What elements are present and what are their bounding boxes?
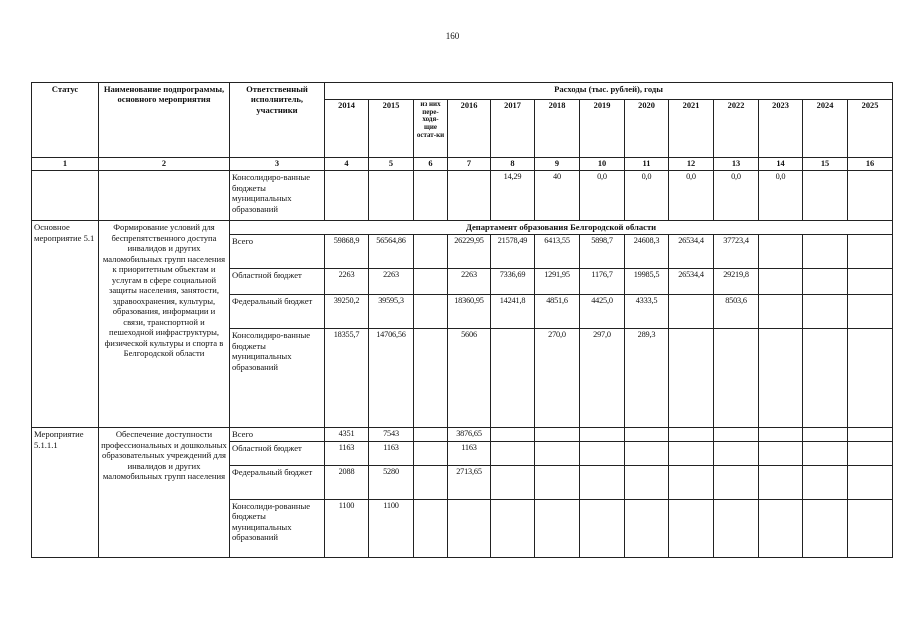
value-cell: 7543 bbox=[369, 428, 414, 441]
value-cell: 29219,8 bbox=[714, 269, 759, 295]
value-cell bbox=[848, 295, 893, 329]
value-cell bbox=[325, 171, 369, 221]
executor-cell: Областной бюджет bbox=[230, 269, 325, 295]
value-cell: 18360,95 bbox=[448, 295, 491, 329]
value-cell bbox=[803, 329, 848, 428]
column-number: 8 bbox=[491, 158, 535, 171]
value-cell bbox=[803, 428, 848, 441]
header-year: 2025 bbox=[848, 100, 893, 158]
column-number: 5 bbox=[369, 158, 414, 171]
column-number: 2 bbox=[99, 158, 230, 171]
value-cell bbox=[414, 235, 448, 269]
value-cell: 14,29 bbox=[491, 171, 535, 221]
value-cell bbox=[759, 428, 803, 441]
value-cell: 4351 bbox=[325, 428, 369, 441]
value-cell bbox=[535, 428, 580, 441]
expenses-table bbox=[31, 82, 893, 558]
value-cell: 18355,7 bbox=[325, 329, 369, 428]
column-number: 1 bbox=[32, 158, 99, 171]
column-number: 12 bbox=[669, 158, 714, 171]
value-cell bbox=[369, 171, 414, 221]
value-cell bbox=[448, 171, 491, 221]
table-row bbox=[32, 171, 893, 221]
header-year: 2021 bbox=[669, 100, 714, 158]
value-cell bbox=[669, 441, 714, 465]
value-cell: 14241,8 bbox=[491, 295, 535, 329]
value-cell bbox=[625, 441, 669, 465]
name-cell bbox=[99, 171, 230, 221]
value-cell bbox=[669, 295, 714, 329]
column-number: 7 bbox=[448, 158, 491, 171]
value-cell bbox=[448, 499, 491, 557]
header-year: 2017 bbox=[491, 100, 535, 158]
column-numbers-row bbox=[32, 158, 893, 171]
value-cell: 1176,7 bbox=[580, 269, 625, 295]
value-cell bbox=[759, 499, 803, 557]
value-cell: 5898,7 bbox=[580, 235, 625, 269]
value-cell: 1163 bbox=[325, 441, 369, 465]
executor-cell: Федеральный бюджет bbox=[230, 465, 325, 499]
column-number: 13 bbox=[714, 158, 759, 171]
value-cell bbox=[414, 465, 448, 499]
value-cell: 1100 bbox=[369, 499, 414, 557]
column-number: 6 bbox=[414, 158, 448, 171]
page-number: 160 bbox=[445, 31, 460, 41]
value-cell bbox=[848, 171, 893, 221]
value-cell: 39250,2 bbox=[325, 295, 369, 329]
value-cell bbox=[414, 171, 448, 221]
value-cell bbox=[491, 465, 535, 499]
value-cell: 1163 bbox=[448, 441, 491, 465]
value-cell bbox=[759, 235, 803, 269]
value-cell bbox=[414, 269, 448, 295]
executor-cell: Всего bbox=[230, 428, 325, 441]
executor-cell: Консолиди-рованные бюджеты муниципальных образований bbox=[230, 499, 325, 557]
value-cell: 26229,95 bbox=[448, 235, 491, 269]
value-cell: 0,0 bbox=[759, 171, 803, 221]
value-cell: 2713,65 bbox=[448, 465, 491, 499]
value-cell bbox=[625, 465, 669, 499]
value-cell: 5606 bbox=[448, 329, 491, 428]
value-cell bbox=[714, 499, 759, 557]
value-cell bbox=[848, 499, 893, 557]
column-number: 11 bbox=[625, 158, 669, 171]
value-cell: 0,0 bbox=[580, 171, 625, 221]
value-cell bbox=[580, 465, 625, 499]
value-cell bbox=[714, 465, 759, 499]
value-cell bbox=[848, 441, 893, 465]
value-cell bbox=[803, 465, 848, 499]
value-cell bbox=[625, 428, 669, 441]
value-cell: 37723,4 bbox=[714, 235, 759, 269]
header-year: 2024 bbox=[803, 100, 848, 158]
header-year: 2019 bbox=[580, 100, 625, 158]
value-cell: 5280 bbox=[369, 465, 414, 499]
value-cell: 1163 bbox=[369, 441, 414, 465]
value-cell: 2263 bbox=[448, 269, 491, 295]
value-cell bbox=[848, 465, 893, 499]
value-cell: 3876,65 bbox=[448, 428, 491, 441]
value-cell: 26534,4 bbox=[669, 269, 714, 295]
value-cell bbox=[414, 499, 448, 557]
value-cell: 26534,4 bbox=[669, 235, 714, 269]
value-cell: 40 bbox=[535, 171, 580, 221]
value-cell bbox=[759, 329, 803, 428]
value-cell bbox=[535, 465, 580, 499]
header-year: 2023 bbox=[759, 100, 803, 158]
value-cell: 6413,55 bbox=[535, 235, 580, 269]
value-cell: 4425,0 bbox=[580, 295, 625, 329]
header-year: 2022 bbox=[714, 100, 759, 158]
value-cell bbox=[580, 441, 625, 465]
header-year: 2018 bbox=[535, 100, 580, 158]
value-cell bbox=[535, 441, 580, 465]
column-number: 14 bbox=[759, 158, 803, 171]
value-cell bbox=[491, 428, 535, 441]
value-cell bbox=[848, 235, 893, 269]
value-cell: 19985,5 bbox=[625, 269, 669, 295]
value-cell bbox=[491, 499, 535, 557]
value-cell: 1291,95 bbox=[535, 269, 580, 295]
value-cell bbox=[803, 295, 848, 329]
header-year: 2015 bbox=[369, 100, 414, 158]
value-cell: 2088 bbox=[325, 465, 369, 499]
value-cell: 0,0 bbox=[714, 171, 759, 221]
value-cell bbox=[625, 499, 669, 557]
header-status: Статус bbox=[32, 83, 99, 158]
value-cell bbox=[580, 499, 625, 557]
header-carryover: из них пере-ходя-щие остат-ки bbox=[414, 100, 448, 158]
value-cell bbox=[535, 499, 580, 557]
value-cell bbox=[491, 441, 535, 465]
value-cell bbox=[803, 171, 848, 221]
executor-cell: Областной бюджет bbox=[230, 441, 325, 465]
value-cell bbox=[414, 295, 448, 329]
value-cell: 24608,3 bbox=[625, 235, 669, 269]
value-cell bbox=[669, 465, 714, 499]
column-number: 15 bbox=[803, 158, 848, 171]
value-cell: 39595,3 bbox=[369, 295, 414, 329]
value-cell: 0,0 bbox=[669, 171, 714, 221]
value-cell: 4333,5 bbox=[625, 295, 669, 329]
executor-cell: Федеральный бюджет bbox=[230, 295, 325, 329]
value-cell: 2263 bbox=[325, 269, 369, 295]
value-cell: 0,0 bbox=[625, 171, 669, 221]
value-cell bbox=[803, 441, 848, 465]
value-cell: 289,3 bbox=[625, 329, 669, 428]
column-number: 9 bbox=[535, 158, 580, 171]
value-cell: 1100 bbox=[325, 499, 369, 557]
value-cell bbox=[759, 269, 803, 295]
value-cell bbox=[491, 329, 535, 428]
value-cell bbox=[803, 235, 848, 269]
column-number: 16 bbox=[848, 158, 893, 171]
value-cell: 270,0 bbox=[535, 329, 580, 428]
value-cell: 59868,9 bbox=[325, 235, 369, 269]
value-cell: 21578,49 bbox=[491, 235, 535, 269]
name-cell: Обеспечение доступности профессиональных и дошкольных образовательных учреждений для инвалидов и других маломобильных групп населения bbox=[99, 428, 230, 557]
executor-cell: Всего bbox=[230, 235, 325, 269]
value-cell bbox=[414, 441, 448, 465]
value-cell bbox=[714, 441, 759, 465]
value-cell bbox=[669, 329, 714, 428]
status-cell bbox=[32, 171, 99, 221]
value-cell bbox=[803, 499, 848, 557]
value-cell bbox=[803, 269, 848, 295]
header-year: 2016 bbox=[448, 100, 491, 158]
value-cell: 2263 bbox=[369, 269, 414, 295]
value-cell: 56564,86 bbox=[369, 235, 414, 269]
executor-cell: Консолидиро-ванные бюджеты муниципальных образований bbox=[230, 329, 325, 428]
value-cell bbox=[714, 329, 759, 428]
value-cell bbox=[714, 428, 759, 441]
value-cell: 297,0 bbox=[580, 329, 625, 428]
status-cell: Мероприятие 5.1.1.1 bbox=[32, 428, 99, 557]
value-cell bbox=[580, 428, 625, 441]
status-cell: Основное мероприятие 5.1 bbox=[32, 221, 99, 428]
name-cell: Формирование условий для беспрепятственного доступа инвалидов и других маломобильных групп населения к приоритетным объектам и услугам в сфере социальной защиты населения, занятости, здравоохранения, культуры, образования, информации и связи, транспортной и пешеходной инфраструктуры, физической культуры и спорта в Белгородской области bbox=[99, 221, 230, 428]
column-number: 10 bbox=[580, 158, 625, 171]
value-cell bbox=[759, 295, 803, 329]
value-cell bbox=[669, 499, 714, 557]
department-cell: Департамент образования Белгородской области bbox=[230, 221, 893, 235]
header-expenses: Расходы (тыс. рублей), годы bbox=[325, 83, 893, 100]
value-cell bbox=[848, 329, 893, 428]
table-row bbox=[32, 428, 893, 441]
value-cell: 8503,6 bbox=[714, 295, 759, 329]
value-cell: 14706,56 bbox=[369, 329, 414, 428]
column-number: 3 bbox=[230, 158, 325, 171]
value-cell bbox=[848, 269, 893, 295]
value-cell: 7336,69 bbox=[491, 269, 535, 295]
table-row bbox=[32, 221, 893, 235]
header-executor: Ответственный исполнитель, участники bbox=[230, 83, 325, 158]
value-cell bbox=[669, 428, 714, 441]
value-cell bbox=[848, 428, 893, 441]
header-name: Наименование подпрограммы, основного мероприятия bbox=[99, 83, 230, 158]
value-cell: 4851,6 bbox=[535, 295, 580, 329]
column-number: 4 bbox=[325, 158, 369, 171]
header-year: 2014 bbox=[325, 100, 369, 158]
executor-cell: Консолидиро-ванные бюджеты муниципальных образований bbox=[230, 171, 325, 221]
value-cell bbox=[414, 329, 448, 428]
header-year: 2020 bbox=[625, 100, 669, 158]
value-cell bbox=[759, 465, 803, 499]
value-cell bbox=[414, 428, 448, 441]
value-cell bbox=[759, 441, 803, 465]
